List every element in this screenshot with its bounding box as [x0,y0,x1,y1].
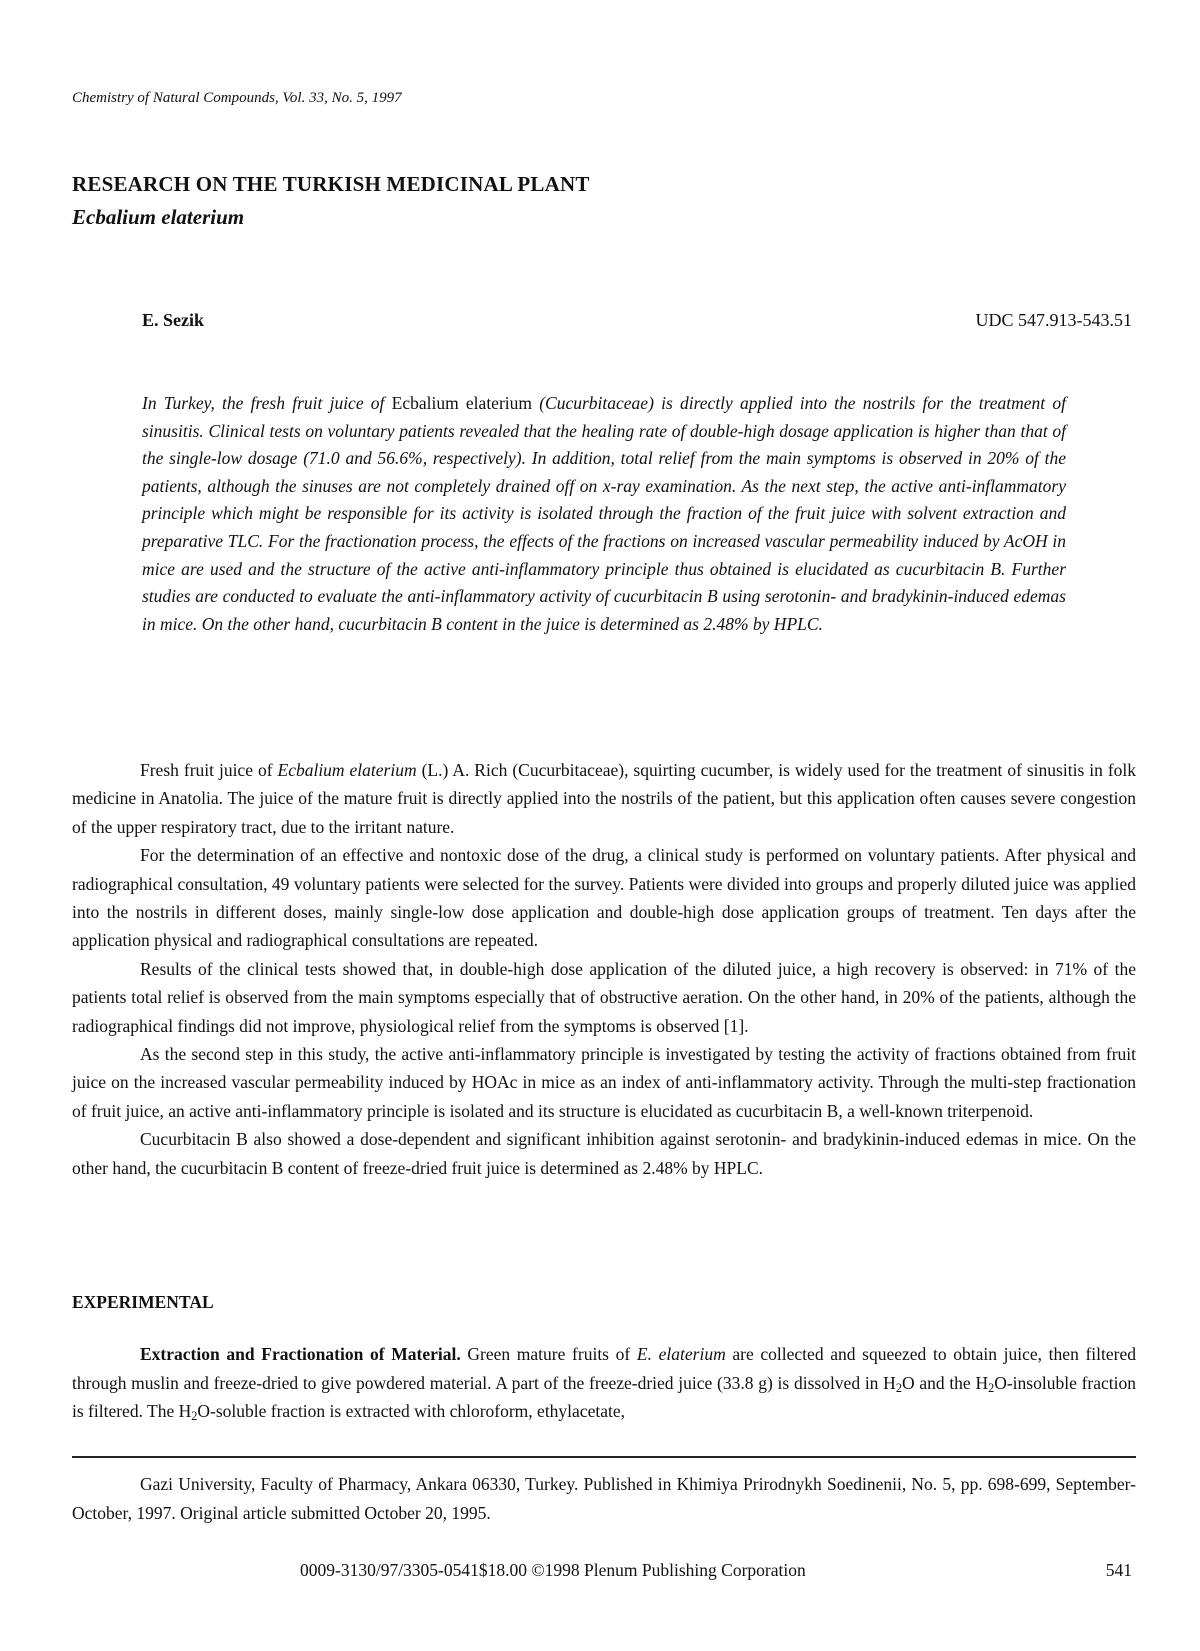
article-subtitle: Ecbalium elaterium [72,205,245,229]
body-paragraph-1-text-c: (L.) A. Rich (Cucurbitaceae), squirting cucumber, is widely used for the treatment of sinusitis in folk medicine in Anatolia. The juice of the mature fruit is directly applied into the nostrils of the patient, but this application often causes severe congestion of the upper respiratory tract, due to the irritant nature. [72,760,1137,837]
footnote: Gazi University, Faculty of Pharmacy, Ankara 06330, Turkey. Published in Khimiya Prirodnykh Soedinenii, No. 5, pp. 698-699, September-October, 1997. Original article submitted October 20, 1995. [72,1474,1136,1523]
subscript-2: 2 [191,1409,198,1424]
body-paragraph-2: For the determination of an effective and nontoxic dose of the drug, a clinical study is performed on voluntary patients. After physical and radiographical consultation, 49 voluntary patients were selected for the survey. Patients were divided into groups and properly diluted juice was applied into the nostrils in different doses, mainly single-low dose application and double-high dose application groups of treatment. Ten days after the application physical and radiographical consultations are repeated. [72,845,1136,951]
body-paragraph-1-text-a: Fresh fruit juice of [140,760,278,780]
experimental-paragraph [72,1340,1136,1426]
experimental-text-1: Green mature fruits of [460,1344,637,1364]
experimental-text-5: O-insoluble fraction is filtered. The H [72,1372,1136,1422]
experimental-text-3: are collected and squeezed to obtain juice, then filtered through muslin and freeze-dried to give powdered material. A part of the freeze-dried juice (33.8 g) is dissolved in H [72,1344,1137,1393]
abstract [142,390,1066,638]
abstract-text-1: In Turkey, the fresh fruit juice of [142,393,392,413]
body-paragraph-1-species: Ecbalium elaterium [277,760,417,780]
main-body [72,756,1136,1182]
subscript-2: 2 [988,1380,995,1395]
article-title: RESEARCH ON THE TURKISH MEDICINAL PLANT [72,172,590,196]
experimental-species: E. elaterium [636,1344,726,1364]
udc-code: UDC 547.913-543.51 [975,310,1132,330]
section-heading-experimental: EXPERIMENTAL [72,1292,214,1312]
body-paragraph-1 [72,756,1136,841]
experimental-text-6: O-soluble fraction is extracted with chloroform, ethylacetate, [197,1401,625,1422]
author-name: E. Sezik [142,310,205,330]
subscript-2: 2 [895,1380,902,1395]
experimental-text-4: O and the H [901,1372,989,1393]
footnote-divider [72,1456,1136,1458]
page-number: 541 [1105,1560,1132,1580]
experimental-run-in-heading: Extraction and Fractionation of Material. [140,1344,461,1364]
body-paragraph-3: Results of the clinical tests showed that, in double-high dose application of the diluted juice, a high recovery is observed: in 71% of the patients total relief is observed from the main symptoms especially that of obstructive aeration. On the other hand, in 20% of the patients, although the radiographical findings did not improve, physiological relief from the symptoms is observed [1]. [72,958,1136,1036]
footer-copyright: 0009-3130/97/3305-0541$18.00 ©1998 Plenum Publishing Corporation [300,1560,806,1580]
abstract-text-2: (Cucurbitaceae) is directly applied into the nostrils for the treatment of sinusitis. Clinical tests on voluntary patients revealed that the healing rate of double-high dosage application is higher than that of the single-low dosage (71.0 and 56.6%, respectively). In addition, total relief from the main symptoms is observed in 20% of the patients, although the sinuses are not completely drained off on x-ray examination. As the next step, the active anti-inflammatory principle which might be responsible for its activity is isolated through the fraction of the fruit juice with solvent extraction and preparative TLC. For the fractionation process, the effects of the fractions on increased vascular permeability induced by AcOH in mice are used and the structure of the active anti-inflammatory principle thus obtained is elucidated as cucurbitacin B. Further studies are conducted to evaluate the anti-inflammatory activity of cucurbitacin B using serotonin- and bradykinin-induced edemas in mice. On the other hand, cucurbitacin B content in the juice is determined as 2.48% by HPLC. [142,393,1066,634]
body-paragraph-4: As the second step in this study, the active anti-inflammatory principle is investigated by testing the activity of fractions obtained from fruit juice on the increased vascular permeability induced by HOAc in mice as an index of anti-inflammatory activity. Through the multi-step fractionation of fruit juice, an active anti-inflammatory principle is isolated and its structure is elucidated as cucurbitacin B, a well-known triterpenoid. [72,1044,1136,1121]
body-paragraph-5: Cucurbitacin B also showed a dose-dependent and significant inhibition against serotonin- and bradykinin-induced edemas in mice. On the other hand, the cucurbitacin B content of freeze-dried fruit juice is determined as 2.48% by HPLC. [72,1129,1136,1178]
journal-citation: Chemistry of Natural Compounds, Vol. 33, No. 5, 1997 [72,90,402,106]
abstract-species-name: Ecbalium elaterium [391,393,532,413]
